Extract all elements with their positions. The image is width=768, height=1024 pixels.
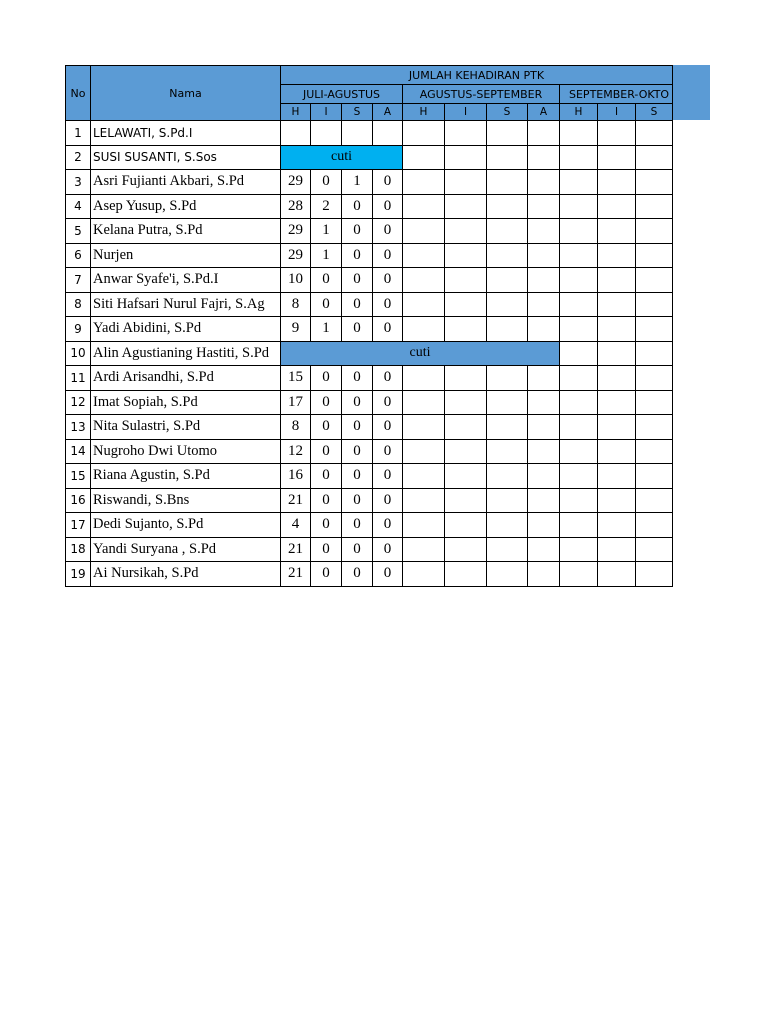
- empty-cell: [528, 268, 560, 293]
- teacher-name: Dedi Sujanto, S.Pd: [91, 513, 281, 538]
- attendance-cell: 0: [342, 537, 373, 562]
- empty-cell: [445, 415, 487, 440]
- table-row: [66, 513, 673, 538]
- attendance-cell: 1: [342, 170, 373, 195]
- empty-cell: [560, 243, 598, 268]
- empty-cell: [598, 219, 636, 244]
- header-period-1: JULI-AGUSTUS: [281, 85, 403, 104]
- header-label-h: H: [403, 104, 445, 121]
- header-no: No: [66, 66, 91, 121]
- empty-cell: [528, 292, 560, 317]
- empty-cell: [403, 268, 445, 293]
- empty-cell: [445, 513, 487, 538]
- empty-cell: [487, 317, 528, 342]
- row-number: 7: [66, 268, 91, 293]
- header-label-i: I: [598, 104, 636, 121]
- empty-cell: [636, 488, 673, 513]
- attendance-cell: 0: [311, 513, 342, 538]
- leave-cell: cuti: [281, 341, 560, 366]
- row-number: 16: [66, 488, 91, 513]
- teacher-name: Ai Nursikah, S.Pd: [91, 562, 281, 587]
- empty-cell: [403, 194, 445, 219]
- empty-cell: [560, 366, 598, 391]
- empty-cell: [560, 292, 598, 317]
- attendance-cell: 0: [373, 292, 403, 317]
- row-number: 13: [66, 415, 91, 440]
- empty-cell: [598, 513, 636, 538]
- empty-cell: [636, 317, 673, 342]
- attendance-cell: 0: [373, 194, 403, 219]
- empty-cell: [636, 219, 673, 244]
- empty-cell: [528, 145, 560, 170]
- header-nama: Nama: [91, 66, 281, 121]
- attendance-cell: 8: [281, 292, 311, 317]
- empty-cell: [560, 390, 598, 415]
- header-label-h: H: [281, 104, 311, 121]
- empty-cell: [598, 243, 636, 268]
- empty-cell: [403, 170, 445, 195]
- teacher-name: Nurjen: [91, 243, 281, 268]
- attendance-cell: 0: [342, 513, 373, 538]
- empty-cell: [528, 317, 560, 342]
- empty-cell: [560, 537, 598, 562]
- row-number: 18: [66, 537, 91, 562]
- attendance-cell: 0: [342, 562, 373, 587]
- attendance-cell: 21: [281, 488, 311, 513]
- teacher-name: Kelana Putra, S.Pd: [91, 219, 281, 244]
- empty-cell: [487, 562, 528, 587]
- row-number: 4: [66, 194, 91, 219]
- empty-cell: [560, 488, 598, 513]
- teacher-name: SUSI SUSANTI, S.Sos: [91, 145, 281, 170]
- attendance-cell: 0: [311, 390, 342, 415]
- empty-cell: [528, 464, 560, 489]
- empty-cell: [636, 268, 673, 293]
- row-number: 9: [66, 317, 91, 342]
- empty-cell: [487, 513, 528, 538]
- row-number: 19: [66, 562, 91, 587]
- attendance-cell: 28: [281, 194, 311, 219]
- header-group-title: JUMLAH KEHADIRAN PTK: [281, 66, 673, 85]
- empty-cell: [487, 488, 528, 513]
- empty-cell: [445, 488, 487, 513]
- empty-cell: [528, 439, 560, 464]
- empty-cell: [636, 537, 673, 562]
- table-row: [66, 292, 673, 317]
- teacher-name: Anwar Syafe'i, S.Pd.I: [91, 268, 281, 293]
- empty-cell: [636, 562, 673, 587]
- row-number: 15: [66, 464, 91, 489]
- attendance-cell: 0: [373, 219, 403, 244]
- empty-cell: [636, 292, 673, 317]
- empty-cell: [528, 121, 560, 146]
- table-row: [66, 537, 673, 562]
- empty-cell: [598, 390, 636, 415]
- table-row: [66, 243, 673, 268]
- teacher-name: Riana Agustin, S.Pd: [91, 464, 281, 489]
- attendance-cell: 0: [311, 562, 342, 587]
- empty-cell: [636, 390, 673, 415]
- teacher-name: Ardi Arisandhi, S.Pd: [91, 366, 281, 391]
- empty-cell: [560, 464, 598, 489]
- empty-cell: [487, 537, 528, 562]
- attendance-cell: 0: [373, 170, 403, 195]
- empty-cell: [403, 439, 445, 464]
- attendance-cell: 0: [342, 366, 373, 391]
- empty-cell: [560, 317, 598, 342]
- empty-cell: [528, 415, 560, 440]
- header-label-s: S: [487, 104, 528, 121]
- attendance-cell: [342, 121, 373, 146]
- attendance-cell: 0: [311, 366, 342, 391]
- empty-cell: [636, 415, 673, 440]
- empty-cell: [487, 121, 528, 146]
- empty-cell: [598, 488, 636, 513]
- empty-cell: [487, 366, 528, 391]
- empty-cell: [598, 537, 636, 562]
- attendance-cell: 0: [373, 390, 403, 415]
- empty-cell: [445, 317, 487, 342]
- attendance-cell: 16: [281, 464, 311, 489]
- empty-cell: [560, 513, 598, 538]
- teacher-name: Asep Yusup, S.Pd: [91, 194, 281, 219]
- empty-cell: [598, 464, 636, 489]
- attendance-cell: 12: [281, 439, 311, 464]
- empty-cell: [445, 464, 487, 489]
- header-label-i: I: [311, 104, 342, 121]
- attendance-cell: 0: [373, 243, 403, 268]
- row-number: 3: [66, 170, 91, 195]
- attendance-cell: 0: [373, 513, 403, 538]
- row-number: 5: [66, 219, 91, 244]
- row-number: 1: [66, 121, 91, 146]
- table-row: [66, 562, 673, 587]
- teacher-name: Nita Sulastri, S.Pd: [91, 415, 281, 440]
- empty-cell: [636, 121, 673, 146]
- row-number: 17: [66, 513, 91, 538]
- empty-cell: [403, 292, 445, 317]
- empty-cell: [560, 121, 598, 146]
- empty-cell: [403, 243, 445, 268]
- empty-cell: [528, 390, 560, 415]
- table-row: [66, 488, 673, 513]
- attendance-cell: 0: [342, 317, 373, 342]
- row-number: 10: [66, 341, 91, 366]
- header-period-2: AGUSTUS-SEPTEMBER: [403, 85, 560, 104]
- empty-cell: [403, 145, 445, 170]
- empty-cell: [598, 194, 636, 219]
- empty-cell: [487, 439, 528, 464]
- empty-cell: [636, 145, 673, 170]
- empty-cell: [445, 562, 487, 587]
- attendance-cell: 29: [281, 243, 311, 268]
- empty-cell: [598, 145, 636, 170]
- row-number: 6: [66, 243, 91, 268]
- attendance-cell: 0: [311, 170, 342, 195]
- empty-cell: [636, 513, 673, 538]
- empty-cell: [560, 219, 598, 244]
- empty-cell: [560, 268, 598, 293]
- attendance-cell: 29: [281, 219, 311, 244]
- empty-cell: [528, 170, 560, 195]
- table-row: [66, 366, 673, 391]
- attendance-cell: 0: [373, 268, 403, 293]
- attendance-cell: 1: [311, 219, 342, 244]
- teacher-name: Yandi Suryana , S.Pd: [91, 537, 281, 562]
- attendance-cell: 0: [311, 537, 342, 562]
- empty-cell: [445, 170, 487, 195]
- teacher-name: Imat Sopiah, S.Pd: [91, 390, 281, 415]
- empty-cell: [445, 268, 487, 293]
- empty-cell: [560, 145, 598, 170]
- teacher-name: Asri Fujianti Akbari, S.Pd: [91, 170, 281, 195]
- empty-cell: [636, 194, 673, 219]
- attendance-cell: 0: [373, 366, 403, 391]
- empty-cell: [403, 390, 445, 415]
- empty-cell: [636, 341, 673, 366]
- attendance-cell: [373, 121, 403, 146]
- empty-cell: [445, 243, 487, 268]
- teacher-name: Siti Hafsari Nurul Fajri, S.Ag: [91, 292, 281, 317]
- empty-cell: [598, 292, 636, 317]
- table-row: [66, 194, 673, 219]
- empty-cell: [598, 317, 636, 342]
- empty-cell: [403, 415, 445, 440]
- table-row: [66, 145, 673, 170]
- empty-cell: [560, 170, 598, 195]
- attendance-cell: 0: [311, 488, 342, 513]
- empty-cell: [636, 243, 673, 268]
- attendance-cell: 0: [311, 292, 342, 317]
- empty-cell: [403, 121, 445, 146]
- attendance-cell: 0: [342, 243, 373, 268]
- empty-cell: [528, 488, 560, 513]
- attendance-cell: 0: [373, 562, 403, 587]
- attendance-cell: 0: [342, 488, 373, 513]
- empty-cell: [528, 219, 560, 244]
- empty-cell: [487, 219, 528, 244]
- table-row: [66, 439, 673, 464]
- attendance-cell: 0: [373, 415, 403, 440]
- empty-cell: [528, 194, 560, 219]
- empty-cell: [560, 439, 598, 464]
- row-number: 2: [66, 145, 91, 170]
- attendance-cell: 21: [281, 537, 311, 562]
- empty-cell: [528, 243, 560, 268]
- header-period-3: SEPTEMBER-OKTO: [560, 85, 673, 104]
- teacher-name: Nugroho Dwi Utomo: [91, 439, 281, 464]
- header-fill-overflow: [673, 65, 710, 120]
- leave-cell: cuti: [281, 145, 403, 170]
- empty-cell: [636, 170, 673, 195]
- empty-cell: [445, 145, 487, 170]
- attendance-cell: 0: [373, 317, 403, 342]
- empty-cell: [445, 194, 487, 219]
- empty-cell: [636, 439, 673, 464]
- table-row: [66, 219, 673, 244]
- empty-cell: [445, 219, 487, 244]
- empty-cell: [487, 194, 528, 219]
- empty-cell: [403, 317, 445, 342]
- teacher-name: Yadi Abidini, S.Pd: [91, 317, 281, 342]
- attendance-cell: 21: [281, 562, 311, 587]
- attendance-cell: 0: [342, 390, 373, 415]
- empty-cell: [445, 390, 487, 415]
- table-row: [66, 464, 673, 489]
- empty-cell: [445, 366, 487, 391]
- empty-cell: [487, 390, 528, 415]
- empty-cell: [487, 145, 528, 170]
- empty-cell: [487, 292, 528, 317]
- attendance-cell: 0: [311, 268, 342, 293]
- attendance-table: [65, 65, 673, 587]
- empty-cell: [487, 243, 528, 268]
- attendance-cell: 10: [281, 268, 311, 293]
- table-row: [66, 341, 673, 366]
- attendance-cell: 0: [373, 488, 403, 513]
- table-row: [66, 268, 673, 293]
- empty-cell: [528, 366, 560, 391]
- attendance-cell: 0: [342, 219, 373, 244]
- empty-cell: [598, 268, 636, 293]
- table-row: [66, 170, 673, 195]
- empty-cell: [445, 537, 487, 562]
- table-row: [66, 415, 673, 440]
- row-number: 8: [66, 292, 91, 317]
- attendance-cell: 1: [311, 243, 342, 268]
- header-label-a: A: [373, 104, 403, 121]
- attendance-cell: 0: [373, 537, 403, 562]
- empty-cell: [528, 537, 560, 562]
- attendance-cell: 0: [373, 464, 403, 489]
- empty-cell: [598, 439, 636, 464]
- empty-cell: [598, 341, 636, 366]
- row-number: 11: [66, 366, 91, 391]
- attendance-cell: 0: [342, 194, 373, 219]
- empty-cell: [445, 121, 487, 146]
- attendance-cell: 8: [281, 415, 311, 440]
- empty-cell: [487, 268, 528, 293]
- teacher-name: LELAWATI, S.Pd.I: [91, 121, 281, 146]
- attendance-cell: 29: [281, 170, 311, 195]
- header-label-s: S: [342, 104, 373, 121]
- attendance-cell: 0: [311, 415, 342, 440]
- empty-cell: [487, 415, 528, 440]
- empty-cell: [403, 366, 445, 391]
- header-label-h: H: [560, 104, 598, 121]
- header-label-s: S: [636, 104, 673, 121]
- attendance-cell: [311, 121, 342, 146]
- empty-cell: [598, 121, 636, 146]
- attendance-cell: 0: [311, 439, 342, 464]
- attendance-cell: 17: [281, 390, 311, 415]
- empty-cell: [560, 562, 598, 587]
- empty-cell: [403, 537, 445, 562]
- teacher-name: Alin Agustianing Hastiti, S.Pd: [91, 341, 281, 366]
- empty-cell: [445, 439, 487, 464]
- empty-cell: [560, 194, 598, 219]
- empty-cell: [487, 464, 528, 489]
- empty-cell: [403, 562, 445, 587]
- empty-cell: [598, 415, 636, 440]
- empty-cell: [636, 464, 673, 489]
- attendance-cell: 0: [311, 464, 342, 489]
- attendance-cell: 1: [311, 317, 342, 342]
- empty-cell: [403, 488, 445, 513]
- row-number: 14: [66, 439, 91, 464]
- attendance-cell: [281, 121, 311, 146]
- empty-cell: [528, 562, 560, 587]
- attendance-cell: 0: [342, 268, 373, 293]
- attendance-cell: 9: [281, 317, 311, 342]
- empty-cell: [636, 366, 673, 391]
- teacher-name: Riswandi, S.Bns: [91, 488, 281, 513]
- empty-cell: [403, 219, 445, 244]
- attendance-cell: 2: [311, 194, 342, 219]
- row-number: 12: [66, 390, 91, 415]
- empty-cell: [598, 562, 636, 587]
- empty-cell: [403, 513, 445, 538]
- empty-cell: [403, 464, 445, 489]
- empty-cell: [598, 170, 636, 195]
- table-row: [66, 121, 673, 146]
- attendance-cell: 15: [281, 366, 311, 391]
- table-row: [66, 390, 673, 415]
- attendance-cell: 4: [281, 513, 311, 538]
- attendance-cell: 0: [342, 415, 373, 440]
- attendance-cell: 0: [342, 464, 373, 489]
- empty-cell: [445, 292, 487, 317]
- table-row: [66, 317, 673, 342]
- header-label-i: I: [445, 104, 487, 121]
- header-label-a: A: [528, 104, 560, 121]
- attendance-cell: 0: [342, 292, 373, 317]
- empty-cell: [598, 366, 636, 391]
- empty-cell: [528, 513, 560, 538]
- empty-cell: [560, 341, 598, 366]
- empty-cell: [560, 415, 598, 440]
- attendance-cell: 0: [342, 439, 373, 464]
- empty-cell: [487, 170, 528, 195]
- attendance-cell: 0: [373, 439, 403, 464]
